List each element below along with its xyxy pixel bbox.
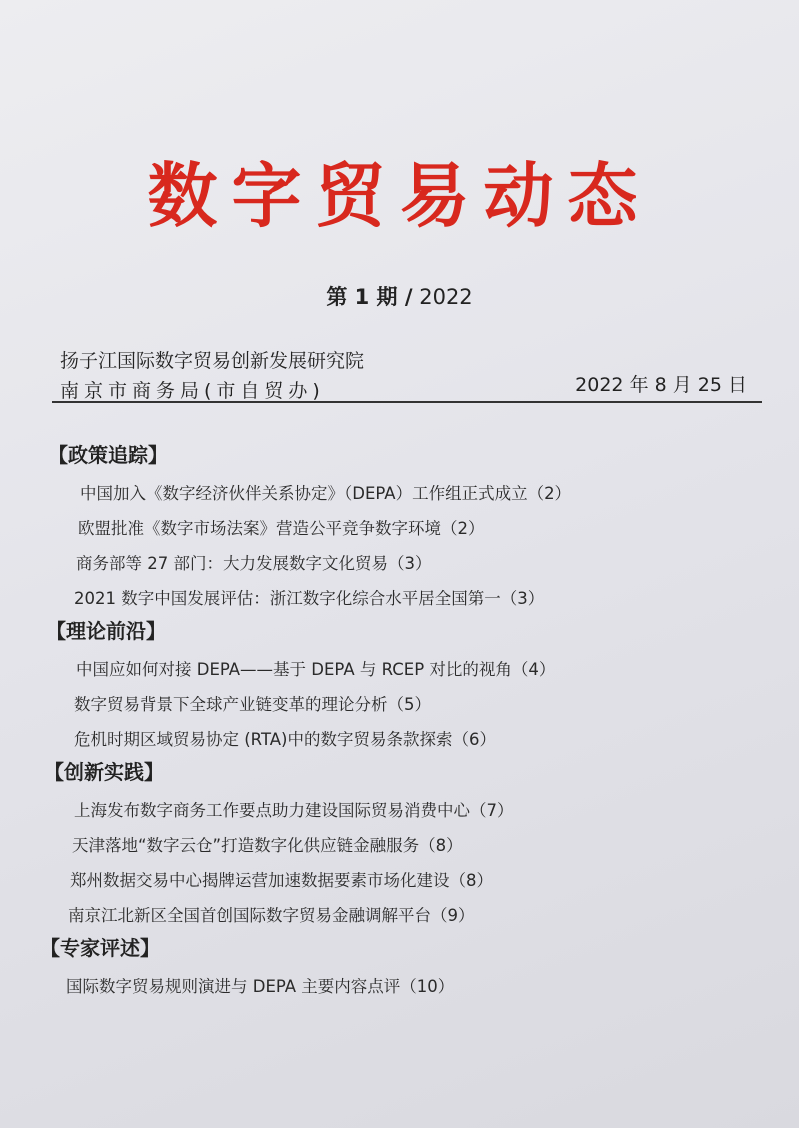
toc-item[interactable]: 2021 数字中国发展评估：浙江数字化综合水平居全国第一（3） [74, 589, 545, 608]
publish-date: 2022 年 8 月 25 日 [575, 374, 747, 396]
section-title: 【政策追踪】 [48, 443, 168, 467]
toc-item[interactable]: 商务部等 27 部门：大力发展数字文化贸易（3） [76, 554, 432, 573]
toc-section-policy [0, 440, 799, 616]
issue-line [0, 281, 799, 311]
issue-number: 第 1 期 / [326, 285, 413, 309]
toc-item[interactable]: 南京江北新区全国首创国际数字贸易金融调解平台（9） [68, 906, 475, 925]
toc-item[interactable]: 欧盟批准《数字市场法案》营造公平竞争数字环境（2） [78, 519, 485, 538]
page-title: 数字贸易动态 [147, 155, 652, 237]
toc-item[interactable]: 天津落地“数字云仓”打造数字化供应链金融服务（8） [72, 836, 463, 855]
toc-item[interactable]: 国际数字贸易规则演进与 DEPA 主要内容点评（10） [66, 977, 455, 996]
section-title: 【专家评述】 [40, 936, 160, 960]
toc-item[interactable]: 危机时期区域贸易协定 (RTA)中的数字贸易条款探索（6） [74, 730, 496, 749]
header-divider [52, 401, 762, 403]
toc-item[interactable]: 中国加入《数字经济伙伴关系协定》（DEPA）工作组正式成立（2） [80, 484, 572, 503]
toc-section-practice [0, 757, 799, 933]
toc-section-theory [0, 616, 799, 757]
table-of-contents [0, 440, 799, 1004]
section-title: 【创新实践】 [44, 760, 164, 784]
section-title: 【理论前沿】 [46, 619, 166, 643]
toc-item[interactable]: 上海发布数字商务工作要点助力建设国际贸易消费中心（7） [74, 801, 514, 820]
toc-item[interactable]: 郑州数据交易中心揭牌运营加速数据要素市场化建设（8） [70, 871, 493, 890]
toc-item[interactable]: 中国应如何对接 DEPA——基于 DEPA 与 RCEP 对比的视角（4） [76, 660, 556, 679]
issue-year: 2022 [419, 285, 473, 309]
org-line-1: 扬子江国际数字贸易创新发展研究院 [60, 350, 365, 372]
toc-item[interactable]: 数字贸易背景下全球产业链变革的理论分析（5） [74, 695, 431, 714]
toc-section-expert [0, 933, 799, 1004]
org-line-2: 南京市商务局(市自贸办) [60, 380, 325, 402]
